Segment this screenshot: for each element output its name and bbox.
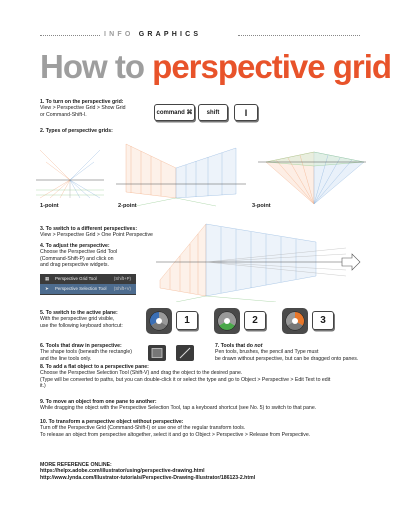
header-rule-left (40, 35, 100, 36)
two-point-grid (116, 144, 246, 206)
key-2: 2 (244, 311, 266, 330)
page-title (40, 48, 391, 86)
section-10 (40, 419, 310, 438)
section-5 (40, 310, 123, 329)
s6-heading: 6. Tools that draw in perspective: (40, 343, 122, 349)
s4-line-4: and drag perspective widgets. (40, 262, 109, 269)
s5-line-2: With the perspective grid visible, (40, 316, 115, 323)
menu-item-perspective-selection-tool[interactable] (40, 284, 136, 294)
shift-key: shift (198, 104, 228, 121)
plane-widget-ground-icon (214, 308, 240, 334)
header-right: GRAPHICS (138, 31, 202, 38)
menu-item-perspective-grid-tool[interactable] (40, 274, 136, 284)
menu-item-label: Perspective Selection Tool (55, 286, 107, 291)
s4-line-3: (Command-Shift-P) and click on (40, 255, 114, 262)
header-bar (0, 31, 400, 41)
s8-line-3: (Type will be converted to paths, but you can double-click it or select the type and go to Object > Perspective > Edit Text to edit (40, 376, 331, 383)
section-8 (40, 364, 330, 390)
command-key: command ⌘ (154, 104, 195, 121)
section-7 (215, 343, 358, 362)
s9-heading: 9. To move an object from one pane to another: (40, 399, 157, 405)
header-rule-right (238, 35, 360, 36)
label-3-point: 3-point (252, 203, 271, 209)
key-1: 1 (176, 311, 198, 330)
s7-heading-a: 7. Tools that do (215, 343, 255, 349)
adjust-perspective-illustration (156, 218, 362, 302)
section-4 (40, 243, 117, 269)
tool-flyout-menu[interactable] (40, 274, 136, 295)
title-part-2: perspective grid (152, 48, 392, 85)
references (40, 462, 255, 481)
header-left: INFO (104, 31, 134, 38)
reference-link-1[interactable]: https://helpx.adobe.com/illustrator/using/perspective-drawing.html (40, 468, 205, 475)
s6-line-3: and the line tools only. (40, 355, 92, 362)
plane-widget-right-icon (282, 308, 308, 334)
perspective-grid-tool-icon: ▦ (45, 276, 50, 281)
s10-line-2: Turn off the Perspective Grid (Command-Shift-I) or use one of the regular transform tools. (40, 425, 246, 432)
line-tool-icon (176, 345, 194, 361)
s3-line-2: View > Perspective Grid > One Point Perspective (40, 232, 153, 239)
s1-heading: 1. To turn on the perspective grid: (40, 99, 124, 105)
s7-heading-b: not (254, 343, 263, 349)
s7-line-2: Pen tools, brushes, the pencil and Type must (215, 349, 319, 356)
rectangle-tool-icon (148, 345, 166, 361)
menu-item-label: Perspective Grid Tool (55, 276, 97, 281)
s3-heading: 3. To switch to a different perspectives: (40, 226, 138, 232)
s1-line-3: or Command-Shift-I. (40, 111, 87, 118)
section-6 (40, 343, 132, 362)
label-1-point: 1-point (40, 203, 59, 209)
s8-line-4: it.) (40, 383, 46, 390)
section-9 (40, 399, 316, 412)
plane-widget-left-icon (146, 308, 172, 334)
menu-item-shortcut: (Shift+P) (113, 276, 131, 281)
s1-line-2: View > Perspective Grid > Show Grid (40, 105, 126, 112)
s8-line-2: Choose the Perspective Selection Tool (Shift-V) and drag the object to the desired pane. (40, 370, 243, 377)
one-point-grid (36, 150, 104, 198)
section-3 (40, 226, 153, 239)
section-1 (40, 99, 126, 118)
s5-line-3: use the following keyboard shortcut: (40, 322, 123, 329)
arrow-right-icon (342, 254, 360, 270)
header-label (104, 31, 201, 38)
s7-line-3: be drawn without perspective, but can be dragged onto panes. (215, 355, 359, 362)
key-3: 3 (312, 311, 334, 330)
label-2-point: 2-point (118, 203, 137, 209)
perspective-grids-illustration (36, 140, 366, 208)
s9-line-2: While dragging the object with the Perspective Selection Tool, tap a keyboard shortcut (see No. 5) to switch to that pane. (40, 405, 317, 412)
s8-heading: 8. To add a flat object to a perspective pane: (40, 364, 149, 370)
section-2-heading: 2. Types of perspective grids: (40, 128, 113, 134)
i-key: I (234, 104, 258, 121)
s4-line-2: Choose the Perspective Grid Tool (40, 249, 118, 256)
s10-heading: 10. To transform a perspective object without perspective: (40, 419, 184, 425)
s10-line-3: To release an object from perspective altogether, select it and go to Object > Perspective > Release from Perspective. (40, 431, 311, 438)
menu-item-shortcut: (Shift+V) (113, 286, 131, 291)
s4-heading: 4. To adjust the perspective: (40, 243, 110, 249)
references-heading: MORE REFERENCE ONLINE: (40, 462, 112, 468)
s5-heading: 5. To switch to the active plane: (40, 310, 118, 316)
perspective-selection-tool-icon: ➤ (45, 286, 49, 291)
three-point-grid (258, 152, 366, 204)
title-part-1: How to (40, 48, 153, 85)
reference-link-2[interactable]: http://www.lynda.com/Illustrator-tutorials/Perspective-Drawing-Illustrator/186123-2.html (40, 474, 256, 481)
s6-line-2: The shape tools (beneath the rectangle) (40, 349, 132, 356)
